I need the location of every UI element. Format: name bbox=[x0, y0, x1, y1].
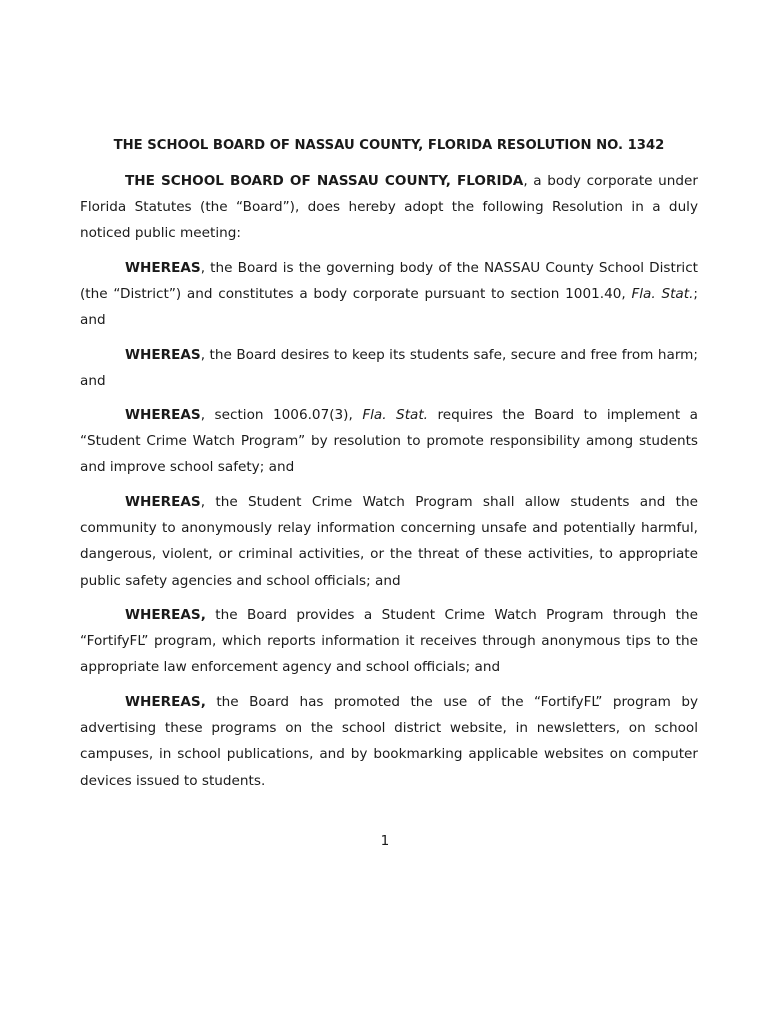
paragraph-text: requires the Board to implement a “Student Crime Watch Program” by resolution to promote responsibility among students and improve school safety; and bbox=[80, 407, 698, 476]
intro-paragraph bbox=[80, 168, 698, 247]
paragraph-lead: WHEREAS, bbox=[125, 694, 206, 710]
paragraph-text: , the Board is the governing body of the NASSAU County School District (the “District”) and constitutes a body corporate pursuant to section 1001.40, bbox=[80, 260, 698, 303]
paragraph-lead: WHEREAS bbox=[125, 347, 201, 363]
paragraph-text: ; and bbox=[80, 286, 698, 329]
paragraph-text: , the Student Crime Watch Program shall allow students and the community to anonymously relay information concerning unsafe and potentially harmful, dangerous, violent, or criminal activities, or the threat of these activities, to appropriate public safety agencies and school officials; and bbox=[80, 494, 698, 589]
whereas-paragraph-5 bbox=[80, 602, 698, 681]
page-number: 1 bbox=[380, 833, 390, 849]
statute-citation: Fla. Stat. bbox=[362, 407, 428, 423]
paragraph-lead: WHEREAS bbox=[125, 494, 201, 510]
paragraph-lead: WHEREAS, bbox=[125, 607, 206, 623]
paragraph-text: , section 1006.07(3), bbox=[200, 407, 363, 423]
whereas-paragraph-1 bbox=[80, 255, 698, 334]
whereas-paragraph-3 bbox=[80, 402, 698, 481]
whereas-paragraph-4 bbox=[80, 489, 698, 594]
paragraph-lead: WHEREAS bbox=[125, 260, 201, 276]
paragraph-text: , the Board desires to keep its students safe, secure and free from harm; and bbox=[80, 347, 698, 390]
paragraph-text: the Board provides a Student Crime Watch Program through the “FortifyFL” program, which reports information it receives through anonymous tips to the appropriate law enforcement agency and school officials; and bbox=[80, 607, 698, 676]
whereas-paragraph-6 bbox=[80, 689, 698, 794]
whereas-paragraph-2 bbox=[80, 342, 698, 394]
paragraph-text: the Board has promoted the use of the “FortifyFL” program by advertising these programs on the school district website, in newsletters, on school campuses, in school publications, and by bookmarking applicable websites on computer devices issued to students. bbox=[80, 694, 698, 789]
resolution-title: THE SCHOOL BOARD OF NASSAU COUNTY, FLORIDA RESOLUTION NO. 1342 bbox=[113, 138, 665, 153]
paragraph-lead: THE SCHOOL BOARD OF NASSAU COUNTY, FLORIDA bbox=[125, 173, 524, 189]
statute-citation: Fla. Stat. bbox=[631, 286, 694, 303]
paragraph-lead: WHEREAS bbox=[125, 407, 201, 423]
paragraph-text: , a body corporate under Florida Statutes (the “Board”), does hereby adopt the following Resolution in a duly noticed public meeting: bbox=[80, 173, 698, 242]
